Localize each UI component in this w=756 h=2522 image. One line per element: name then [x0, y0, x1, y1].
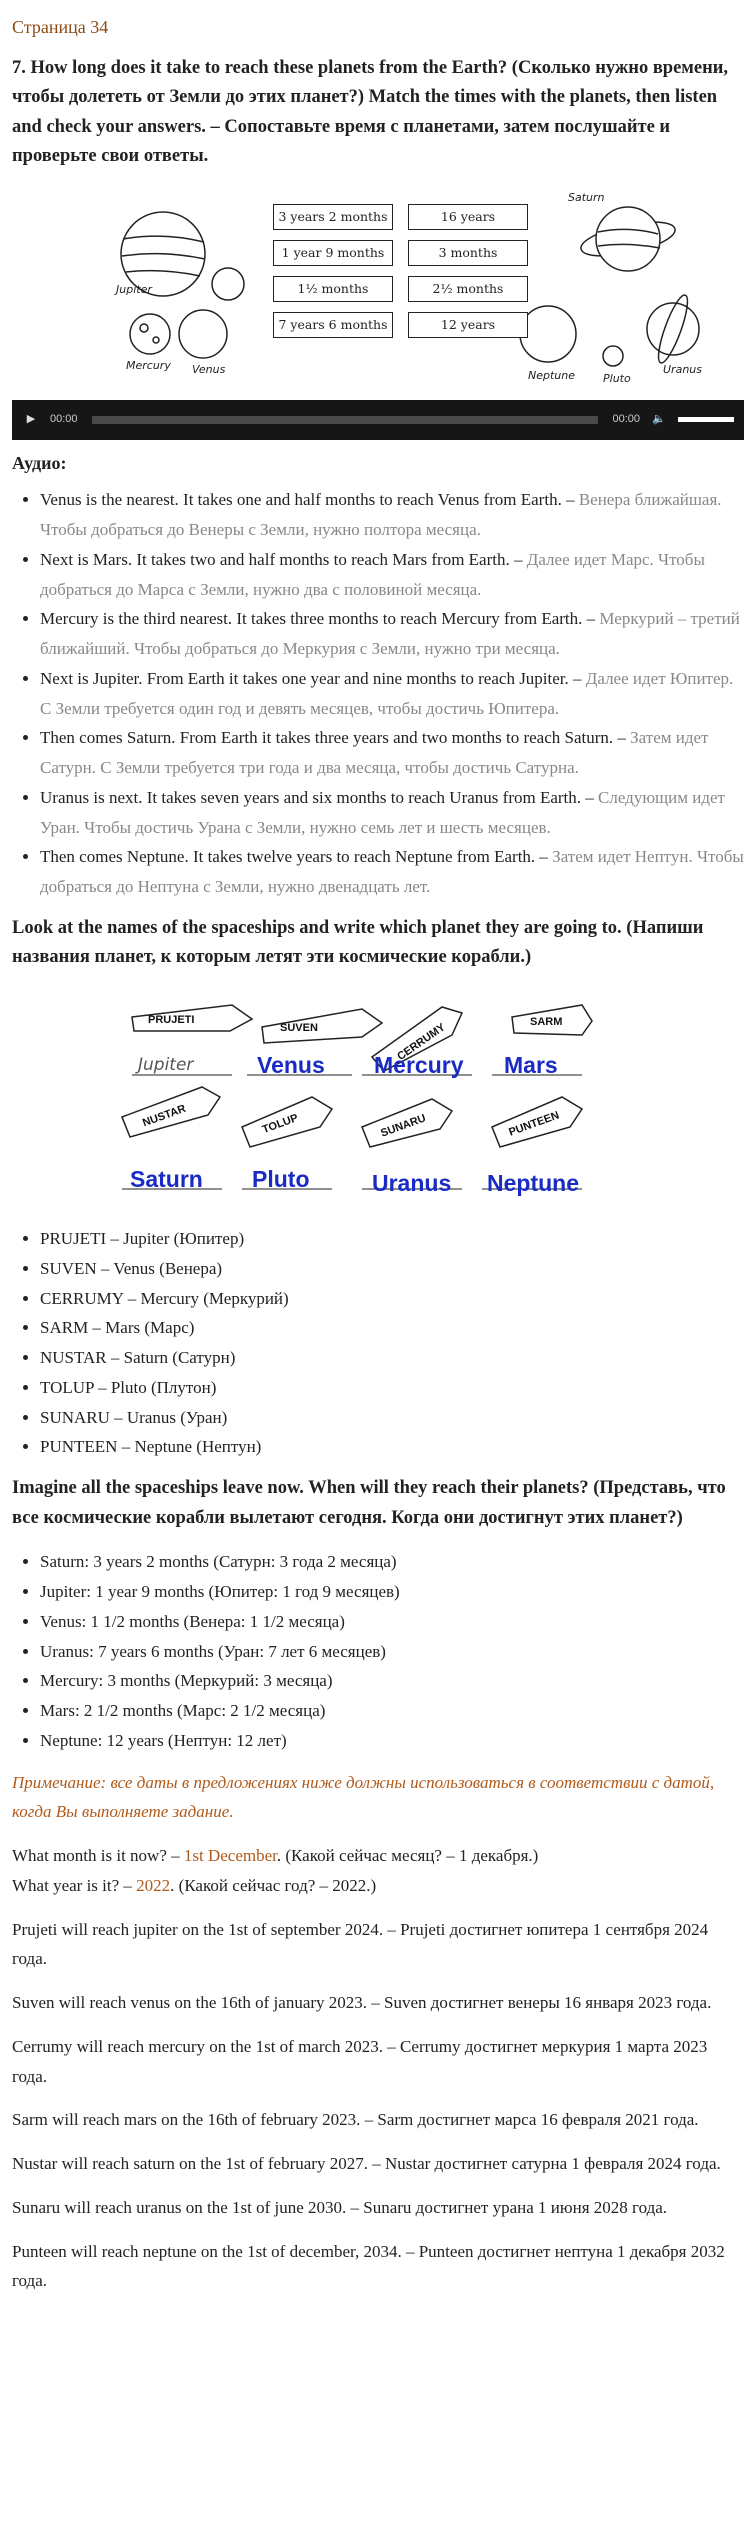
- durations-list: [12, 1547, 744, 1755]
- planet-label: Saturn: [568, 190, 605, 204]
- seek-bar[interactable]: [92, 416, 599, 424]
- list-item: • PRUJETI – Jupiter (Юпитер): [40, 1224, 744, 1254]
- list-item: • NUSTAR – Saturn (Сатурн): [40, 1343, 744, 1373]
- question-translation: . (Какой сейчас год? – 2022.): [170, 1875, 377, 1895]
- russian-translation: Затем идет Нептун. Чтобы добраться до Нептуна с Земли, нужно двенадцать лет.: [40, 847, 744, 897]
- answer-label: Pluto: [252, 1166, 310, 1193]
- example-answer: Jupiter: [138, 1055, 194, 1076]
- mercury-planet: [130, 314, 170, 354]
- time-box: 1 year 9 months: [273, 240, 393, 266]
- spaceships-heading: Look at the names of the spaceships and write which planet they are going to. (Напиши названия планет, к которым летят эти космические корабли.): [12, 917, 704, 968]
- planet-label: Venus: [192, 362, 226, 376]
- date-questions: [12, 1841, 744, 1901]
- list-item: • Saturn: 3 years 2 months (Сатурн: 3 года 2 месяца): [40, 1547, 744, 1577]
- time-box: 1½ months: [273, 276, 393, 302]
- list-item: [40, 485, 744, 545]
- answer-label: Saturn: [130, 1166, 203, 1193]
- ship-label: PRUJETI: [148, 1014, 195, 1027]
- list-item: • SUNARU – Uranus (Уран): [40, 1403, 744, 1433]
- list-item: [40, 545, 744, 605]
- english-text: Next is Jupiter. From Earth it takes one year and nine months to reach Jupiter. –: [40, 668, 582, 688]
- answer-label: Mercury: [374, 1052, 464, 1079]
- page-title: Страница 34: [12, 17, 109, 37]
- note: Примечание: все даты в предложениях ниже должны использоваться в соответствии с датой, когда Вы выполняете задание.: [12, 1772, 715, 1822]
- earth-small: [212, 268, 244, 300]
- list-item: • CERRUMY – Mercury (Меркурий): [40, 1284, 744, 1314]
- year-question: [12, 1871, 744, 1901]
- planet-label: Neptune: [528, 368, 576, 382]
- time-box: 3 months: [408, 240, 528, 266]
- ship-label: CERRUMY: [395, 1021, 448, 1064]
- list-item: [40, 842, 744, 902]
- exercise-question: 7. How long does it take to reach these planets from the Earth? (Сколько нужно времени, чтобы долететь от Земли до этих планет?) Match the times with the planets, then listen and check your answers. – Сопоставьте время с планетами, затем послушайте и проверьте свои ответы.: [12, 57, 729, 167]
- answer-sentence: Punteen will reach neptune on the 1st of december, 2034. – Punteen достигнет нептуна 1 декабря 2032 года.: [12, 2241, 725, 2291]
- list-item: [40, 783, 744, 843]
- ship-label: SARM: [530, 1016, 563, 1029]
- time-box: 7 years 6 months: [273, 312, 393, 338]
- current-time: 00:00: [50, 413, 78, 426]
- answer-sentence: Nustar will reach saturn on the 1st of february 2027. – Nustar достигнет сатурна 1 февраля 2024 года.: [12, 2154, 721, 2173]
- list-item: • SARM – Mars (Марс): [40, 1313, 744, 1343]
- list-item: • Uranus: 7 years 6 months (Уран: 7 лет 6 месяцев): [40, 1637, 744, 1667]
- english-text: Uranus is next. It takes seven years and six months to reach Uranus from Earth. –: [40, 787, 594, 807]
- spaceships-illustration: [112, 987, 712, 1212]
- list-item: [40, 723, 744, 783]
- answer-label: Neptune: [487, 1170, 579, 1197]
- planets-times-illustration: [108, 184, 728, 384]
- answer-sentence: Prujeti will reach jupiter on the 1st of september 2024. – Prujeti достигнет юпитера 1 сентября 2024 года.: [12, 1919, 709, 1969]
- time-box: 16 years: [408, 204, 528, 230]
- list-item: • SUVEN – Venus (Венера): [40, 1254, 744, 1284]
- question-answer: 1st December: [183, 1846, 277, 1865]
- question-text: What year is it? –: [12, 1875, 137, 1895]
- answer-sentence: Sarm will reach mars on the 16th of february 2023. – Sarm достигнет марса 16 февраля 2021 года.: [12, 2110, 699, 2130]
- list-item: • Mercury: 3 months (Меркурий: 3 месяца): [40, 1666, 744, 1696]
- ship-label: SUNARU: [379, 1112, 428, 1140]
- answer-label: Uranus: [372, 1170, 452, 1197]
- list-item: [40, 664, 744, 724]
- planet-label: Mercury: [126, 358, 171, 372]
- ship-label: NUSTAR: [141, 1102, 188, 1130]
- venus-planet: [179, 310, 227, 358]
- ship-label: PUNTEEN: [507, 1109, 561, 1139]
- volume-slider[interactable]: [678, 417, 734, 422]
- list-item: • Jupiter: 1 year 9 months (Юпитер: 1 год 9 месяцев): [40, 1577, 744, 1607]
- pluto-planet: [603, 346, 623, 366]
- planet-label: Jupiter: [116, 282, 152, 296]
- list-item: • Mars: 2 1/2 months (Марс: 2 1/2 месяца): [40, 1696, 744, 1726]
- russian-translation: Венера ближайшая. Чтобы добраться до Венеры с Земли, нужно полтора месяца.: [40, 490, 722, 540]
- answer-sentence: Sunaru will reach uranus on the 1st of june 2030. – Sunaru достигнет урана 1 июня 2028 года.: [12, 2197, 668, 2217]
- play-icon[interactable]: ▶: [26, 413, 36, 426]
- time-box: 3 years 2 months: [273, 204, 393, 230]
- audio-player: [12, 400, 744, 440]
- russian-translation: Следующим идет Уран. Чтобы достичь Урана с Земли, нужно семь лет и шесть месяцев.: [40, 787, 725, 837]
- russian-translation: Меркурий – третий ближайший. Чтобы добраться до Меркурия с Земли, нужно три месяца.: [40, 609, 740, 659]
- answer-label: Mars: [504, 1052, 558, 1079]
- list-item: • TOLUP – Pluto (Плутон): [40, 1373, 744, 1403]
- list-item: • Venus: 1 1/2 months (Венера: 1 1/2 месяца): [40, 1607, 744, 1637]
- answer-sentence: Cerrumy will reach mercury on the 1st of march 2023. – Cerrumy достигнет меркурия 1 марта 2023 года.: [12, 2036, 708, 2086]
- answer-sentence: Suven will reach venus on the 16th of january 2023. – Suven достигнет венеры 16 января 2023 года.: [12, 1993, 712, 2012]
- ship-label: TOLUP: [260, 1112, 300, 1137]
- russian-translation: Далее идет Юпитер. С Земли требуется один год и девять месяцев, чтобы достичь Юпитера.: [40, 668, 734, 718]
- imagine-heading: Imagine all the spaceships leave now. When will they reach their planets? (Представь, что все космические корабли вылетают сегодня. Когда они достигнут этих планет?): [12, 1478, 726, 1528]
- english-text: Next is Mars. It takes two and half months to reach Mars from Earth. –: [40, 549, 523, 569]
- total-time: 00:00: [612, 413, 640, 426]
- time-box: 12 years: [408, 312, 528, 338]
- uranus-planet: [647, 303, 699, 355]
- audio-transcript-list: [12, 485, 744, 902]
- audio-heading: Аудио:: [12, 452, 67, 473]
- list-item: • PUNTEEN – Neptune (Нептун): [40, 1432, 744, 1462]
- month-question: [12, 1841, 744, 1871]
- neptune-planet: [520, 306, 576, 362]
- volume-icon[interactable]: 🔈: [652, 413, 666, 426]
- russian-translation: Далее идет Марс. Чтобы добраться до Марса с Земли, нужно два с половиной месяца.: [40, 549, 705, 599]
- question-text: What month is it now? –: [12, 1846, 184, 1865]
- ship-label: SUVEN: [280, 1022, 318, 1035]
- english-text: Then comes Saturn. From Earth it takes three years and two months to reach Saturn. –: [40, 728, 626, 748]
- planet-label: Pluto: [603, 371, 631, 385]
- english-text: Mercury is the third nearest. It takes three months to reach Mercury from Earth. –: [40, 609, 596, 629]
- question-answer: 2022: [136, 1875, 171, 1895]
- answer-label: Venus: [257, 1052, 325, 1079]
- english-text: Venus is the nearest. It takes one and half months to reach Venus from Earth. –: [40, 490, 575, 510]
- spaceship-answer-list: [12, 1224, 744, 1462]
- question-translation: . (Какой сейчас месяц? – 1 декабря.): [276, 1846, 539, 1865]
- planet-label: Uranus: [663, 362, 702, 376]
- russian-translation: Затем идет Сатурн. С Земли требуется три года и два месяца, чтобы достичь Сатурна.: [40, 728, 709, 778]
- time-box: 2½ months: [408, 276, 528, 302]
- list-item: • Neptune: 12 years (Нептун: 12 лет): [40, 1726, 744, 1756]
- english-text: Then comes Neptune. It takes twelve years to reach Neptune from Earth. –: [40, 847, 548, 867]
- list-item: [40, 604, 744, 664]
